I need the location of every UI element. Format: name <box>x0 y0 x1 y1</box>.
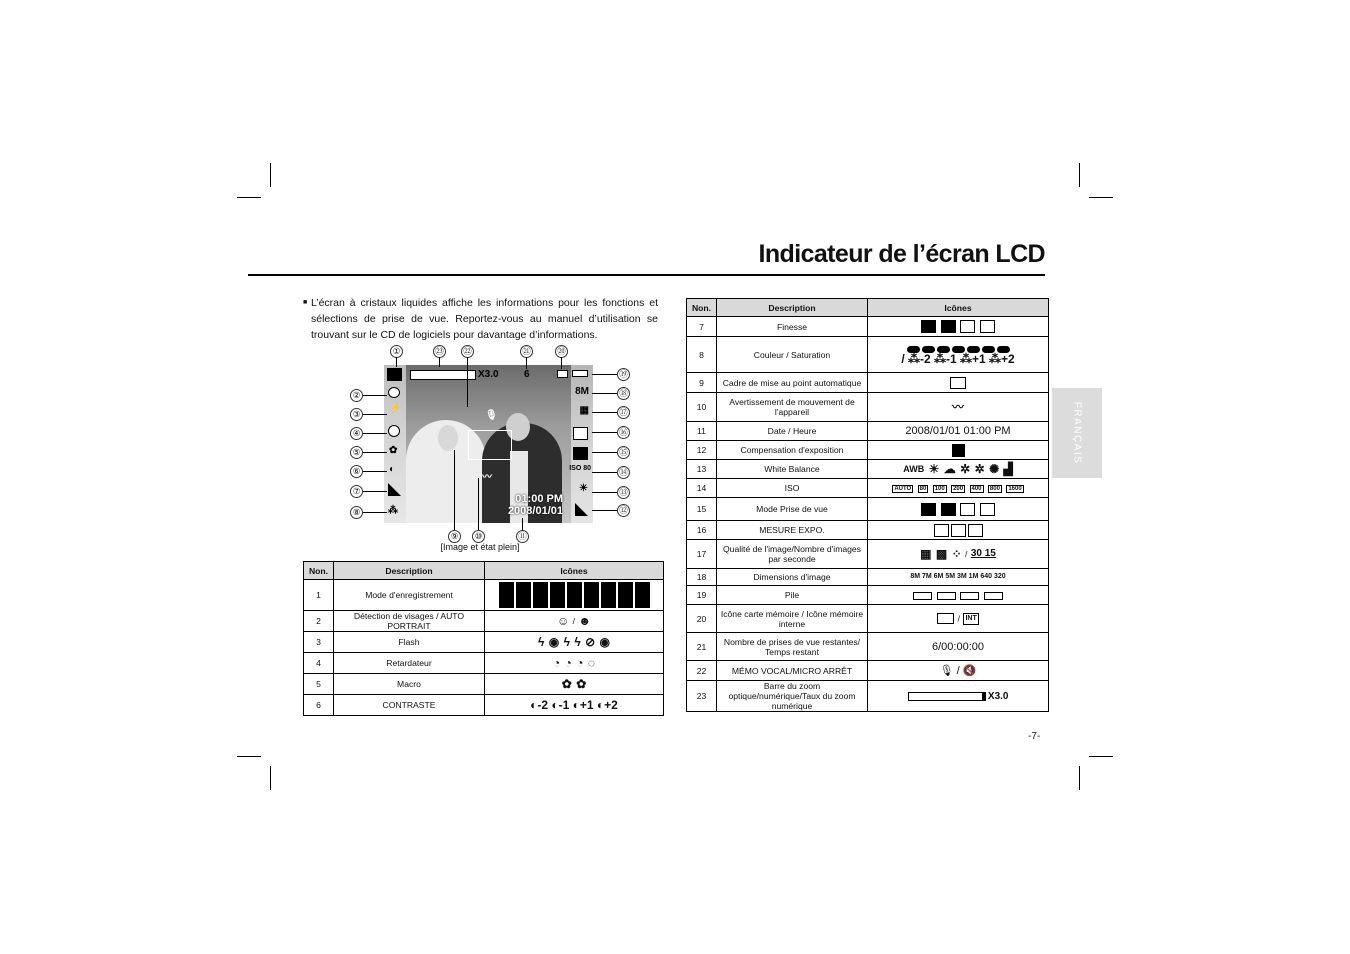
callout-13: ⑬ <box>617 486 630 499</box>
crop-mark <box>237 756 261 757</box>
lcd-self-timer-icon <box>388 425 400 437</box>
title-rule <box>248 274 1045 276</box>
table-row <box>687 441 1049 460</box>
leader-line <box>363 512 387 513</box>
row-desc: Finesse <box>717 317 868 337</box>
row-desc: MESURE EXPO. <box>717 521 868 540</box>
row-desc: MÉMO VOCAL/MICRO ARRÊT <box>717 661 868 681</box>
callout-6: ⑥ <box>350 465 363 478</box>
header-icons: Icônes <box>868 299 1049 317</box>
lcd-face-detect-icon <box>388 387 400 398</box>
callout-16: ⑯ <box>617 426 630 439</box>
callout-2: ② <box>350 389 363 402</box>
table-row <box>687 521 1049 540</box>
leader-line <box>363 471 387 472</box>
battery-low-icon <box>960 592 979 600</box>
manual-mode-icon <box>533 582 548 595</box>
language-tab-label: FRANÇAIS <box>1071 401 1083 465</box>
leader-line <box>526 357 527 369</box>
movie-mode-icon <box>635 595 650 608</box>
leader-line <box>592 510 617 511</box>
row-num: 9 <box>687 373 717 393</box>
timer-10s-icon: ◔ <box>552 656 561 671</box>
leader-line <box>592 452 617 453</box>
leader-line <box>592 472 617 473</box>
iso-200-icon: 200 <box>953 485 964 492</box>
lcd-drive-mode-icon <box>573 447 588 460</box>
recording-mode-icons <box>485 580 664 611</box>
callout-20: ⑳ <box>555 345 568 358</box>
exposure-comp-icon <box>952 444 965 457</box>
lcd-exposure-comp-icon <box>575 503 588 516</box>
beach-snow-icon <box>618 595 633 608</box>
callout-5: ⑤ <box>350 446 363 459</box>
flash-icons <box>485 632 664 653</box>
lcd-memory-card-icon <box>557 370 568 378</box>
table-row <box>687 498 1049 521</box>
row-num: 6 <box>304 695 334 716</box>
row-desc: Compensation d'exposition <box>717 441 868 460</box>
row-num: 15 <box>687 498 717 521</box>
lcd-iso-icon: ISO 80 <box>569 465 591 472</box>
leader-line <box>363 414 387 415</box>
crop-mark <box>1079 163 1080 187</box>
lcd-autofocus-frame <box>468 430 512 460</box>
header-desc: Description <box>334 562 485 580</box>
table-row <box>304 611 664 632</box>
backlight-mode-icon <box>584 595 599 608</box>
battery-full-icon <box>913 592 932 600</box>
lcd-zoom-value: X3.0 <box>478 369 499 380</box>
lcd-flash-icon: ⚡ <box>389 403 402 414</box>
leader-line <box>363 452 387 453</box>
table-row <box>304 632 664 653</box>
header-num: Non. <box>304 562 334 580</box>
row-desc: Icône carte mémoire / Icône mémoire interne <box>717 605 868 633</box>
lcd-white-balance-icon: ☀ <box>579 483 588 494</box>
flash-auto-icon: ϟ <box>537 635 545 650</box>
language-tab <box>1052 388 1102 478</box>
lcd-resolution-icon: 8M <box>575 386 589 397</box>
crop-mark <box>1089 756 1113 757</box>
leader-line <box>522 518 523 530</box>
table-row <box>687 479 1049 498</box>
table-header-row <box>687 299 1049 317</box>
table-row <box>304 695 664 716</box>
quality-icons: ▦ ▩ ⁘ / 30 15 <box>868 540 1049 569</box>
leader-line <box>363 491 387 492</box>
scene-mode-icon <box>601 582 616 595</box>
callout-7: ⑦ <box>350 485 363 498</box>
macro-icon: ✿ <box>576 677 587 692</box>
row-desc: Dimensions d'image <box>717 569 868 586</box>
row-desc: Macro <box>334 674 485 695</box>
image-caption: [Image et état plein] <box>440 542 520 552</box>
table-row <box>687 393 1049 422</box>
drive-mode-icons <box>868 498 1049 521</box>
table-row <box>687 605 1049 633</box>
lcd-metering-icon <box>573 427 588 440</box>
daylight-icon: ☀ <box>928 462 940 477</box>
page-title: Indicateur de l’écran LCD <box>758 240 1045 268</box>
row-desc: Retardateur <box>334 653 485 674</box>
leader-line <box>467 357 468 407</box>
lcd-battery-icon <box>572 370 588 377</box>
callout-4: ④ <box>350 427 363 440</box>
multi-metering-icon <box>934 524 949 537</box>
bullet-icon: ■ <box>303 299 308 306</box>
icon-table-right <box>686 298 1049 712</box>
table-row <box>687 460 1049 479</box>
slow-sync-icon: ϟ <box>574 635 581 650</box>
leader-line <box>439 357 440 367</box>
fluorescent-h-icon: ✲ <box>960 462 971 477</box>
auto-macro-icon: ✿ <box>561 677 572 692</box>
exposure-comp-icons <box>868 441 1049 460</box>
dawn-mode-icon <box>567 595 582 608</box>
row-desc: White Balance <box>717 460 868 479</box>
soft-plus-icon <box>921 320 936 333</box>
row-desc: ISO <box>717 479 868 498</box>
flash-off-icon: ⊘ <box>585 635 596 650</box>
row-num: 10 <box>687 393 717 422</box>
table-row <box>687 422 1049 441</box>
table-row <box>687 569 1049 586</box>
tungsten-icon: ✺ <box>989 462 1000 477</box>
iso-800-icon: 800 <box>989 485 1000 492</box>
lcd-color-icon: ⁂ <box>388 505 398 516</box>
self-timer-icons <box>485 653 664 674</box>
table-header-row <box>304 562 664 580</box>
row-num: 11 <box>687 422 717 441</box>
aeb-icon <box>960 503 975 516</box>
lcd-date: 2008/01/01 <box>507 505 563 517</box>
header-desc: Description <box>717 299 868 317</box>
face-detect-icon: ☺ <box>556 614 570 629</box>
row-num: 12 <box>687 441 717 460</box>
dis-mode-icon <box>550 582 565 595</box>
white-balance-icons <box>868 460 1049 479</box>
callout-23: ㉓ <box>433 345 446 358</box>
crop-mark <box>1089 197 1113 198</box>
row-desc: Pile <box>717 586 868 605</box>
single-shot-icon <box>921 503 936 516</box>
zoom-bar-icon <box>908 692 986 701</box>
row-num: 23 <box>687 681 717 712</box>
table-row <box>687 373 1049 393</box>
lcd-time: 01:00 PM <box>515 493 563 505</box>
crop-mark <box>1079 766 1080 790</box>
row-desc: Barre du zoom optique/numérique/Taux du zoom numérique <box>717 681 868 712</box>
face-detection-icons: ☺ / ☻ <box>485 611 664 632</box>
fine-icon: ▩ <box>935 547 948 562</box>
row-num: 21 <box>687 633 717 661</box>
crop-mark <box>270 766 271 790</box>
saturation-values: / ⁂-2 ⁂-1 ⁂+1 ⁂+2 <box>901 352 1015 366</box>
custom-wb-icon: ▟ <box>1003 462 1013 477</box>
callout-15: ⑮ <box>617 446 630 459</box>
normal-icon: ⁘ <box>951 547 962 562</box>
lcd-macro-icon: ✿ <box>389 445 398 456</box>
date-time-value: 2008/01/01 01:00 PM <box>868 422 1049 441</box>
header-num: Non. <box>687 299 717 317</box>
table-row <box>687 586 1049 605</box>
row-num: 19 <box>687 586 717 605</box>
row-desc: Qualité de l'image/Nombre d'images par seconde <box>717 540 868 569</box>
sunset-mode-icon <box>550 595 565 608</box>
row-num: 22 <box>687 661 717 681</box>
red-eye-icon: ◉ <box>548 635 560 650</box>
callout-21: ㉑ <box>520 345 533 358</box>
iso-100-icon: 100 <box>934 485 945 492</box>
children-mode-icon <box>635 582 650 595</box>
callout-9: ⑨ <box>448 530 461 543</box>
memory-card-icon <box>937 613 954 624</box>
portrait-mode-icon <box>584 582 599 595</box>
row-num: 18 <box>687 569 717 586</box>
color-saturation-icons <box>868 337 1049 373</box>
lcd-quality-icon: ▦ <box>579 405 589 416</box>
row-desc: Mode d'enregistrement <box>334 580 485 611</box>
row-desc: Flash <box>334 632 485 653</box>
leader-line <box>592 374 617 375</box>
lcd-contrast-icon: ◐ <box>389 464 396 475</box>
table-row <box>304 653 664 674</box>
zoom-ratio: X3.0 <box>987 690 1009 702</box>
sharpness-icons <box>868 317 1049 337</box>
callout-1: ① <box>390 345 403 358</box>
leader-line <box>561 357 562 369</box>
zoom-bar-icons <box>868 681 1049 712</box>
night-mode-icon <box>618 582 633 595</box>
callout-3: ③ <box>350 408 363 421</box>
battery-icons <box>868 586 1049 605</box>
row-num: 16 <box>687 521 717 540</box>
lcd-recording-mode-icon <box>387 368 402 381</box>
iso-icons <box>868 479 1049 498</box>
metering-icons <box>868 521 1049 540</box>
row-desc: Date / Heure <box>717 422 868 441</box>
page-number: -7- <box>1028 731 1041 742</box>
table-row <box>687 681 1049 712</box>
camera-shake-icon: 〰 <box>951 400 964 415</box>
row-num: 7 <box>687 317 717 337</box>
leader-line <box>454 450 455 530</box>
normal-sharp-icon <box>960 320 975 333</box>
leader-line <box>592 393 617 394</box>
motion-capture-icon <box>980 503 995 516</box>
timer-2s-icon: ◔ <box>564 656 572 671</box>
image-size-icons: 8M 7M 6M 5M 3M 1M 640 320 <box>868 569 1049 586</box>
iso-400-icon: 400 <box>971 485 982 492</box>
leader-line <box>592 412 617 413</box>
callout-12: ⑫ <box>617 504 630 517</box>
af-frame-icon <box>950 377 966 389</box>
landscape-mode-icon <box>499 595 514 608</box>
callout-17: ⑰ <box>617 406 630 419</box>
voice-memo-icons: 🎙 / 🔇 <box>868 661 1049 681</box>
lcd-voice-memo-icon: 🎙 <box>485 410 498 421</box>
fill-flash-icon: ϟ <box>563 635 570 650</box>
row-desc: CONTRASTE <box>334 695 485 716</box>
shake-warning-icons <box>868 393 1049 422</box>
crop-mark <box>237 197 261 198</box>
leader-line <box>592 432 617 433</box>
leader-line <box>592 492 617 493</box>
icon-table-left <box>303 561 664 716</box>
table-row <box>687 337 1049 373</box>
soft-icon <box>941 320 956 333</box>
vivid-icon <box>980 320 995 333</box>
intro-paragraph <box>303 295 658 343</box>
row-num: 5 <box>304 674 334 695</box>
table-row <box>687 661 1049 681</box>
frame-rate-icons: 30 15 <box>970 548 996 560</box>
lcd-shake-warning-icon: 〰 <box>482 472 492 483</box>
lcd-screen-illustration <box>384 365 593 523</box>
shots-remaining-value: 6/00:00:00 <box>868 633 1049 661</box>
row-num: 2 <box>304 611 334 632</box>
row-num: 13 <box>687 460 717 479</box>
text-mode-icon <box>533 595 548 608</box>
leader-line <box>363 395 387 396</box>
row-num: 4 <box>304 653 334 674</box>
contrast-icons: ◐-2 ◐-1 ◐+1 ◐+2 <box>485 695 664 716</box>
table-row <box>687 317 1049 337</box>
row-num: 1 <box>304 580 334 611</box>
table-row <box>304 580 664 611</box>
firework-mode-icon <box>601 595 616 608</box>
iso-auto-icon: AUTO <box>894 485 912 492</box>
lcd-shots-remaining: 6 <box>524 369 530 380</box>
battery-empty-icon <box>984 592 1003 600</box>
row-num: 17 <box>687 540 717 569</box>
battery-medium-icon <box>937 592 956 600</box>
spot-metering-icon <box>951 524 966 537</box>
self-portrait-icon: ☻ <box>578 614 592 629</box>
crop-mark <box>270 163 271 187</box>
header-icons: Icônes <box>485 562 664 580</box>
table-row <box>687 633 1049 661</box>
callout-22: ㉒ <box>461 345 474 358</box>
row-desc: Détection de visages / AUTO PORTRAIT <box>334 611 485 632</box>
row-desc: Couleur / Saturation <box>717 337 868 373</box>
row-desc: Cadre de mise au point automatique <box>717 373 868 393</box>
row-desc: Mode Prise de vue <box>717 498 868 521</box>
row-num: 3 <box>304 632 334 653</box>
cloudy-icon: ☁ <box>943 462 956 477</box>
callout-8: ⑧ <box>350 506 363 519</box>
awb-icon: AWB <box>903 464 925 475</box>
row-num: 14 <box>687 479 717 498</box>
continuous-icon <box>941 503 956 516</box>
iso-80-icon: 80 <box>919 485 927 492</box>
callout-19: ⑲ <box>617 368 630 381</box>
callout-11: ⑪ <box>516 530 529 543</box>
fluorescent-l-icon: ✲ <box>974 462 985 477</box>
leader-line <box>396 357 397 367</box>
lcd-date-time <box>508 493 563 517</box>
af-frame-icons <box>868 373 1049 393</box>
table-row <box>687 540 1049 569</box>
close-up-icon <box>516 595 531 608</box>
callout-14: ⑭ <box>617 466 630 479</box>
double-timer-icon: ◔ <box>576 656 584 671</box>
table-row <box>304 674 664 695</box>
row-desc: Avertissement de mouvement de l'appareil <box>717 393 868 422</box>
lcd-sharpness-icon <box>388 483 401 496</box>
program-mode-icon <box>516 582 531 595</box>
motion-timer-icon: ◌ <box>587 656 596 671</box>
row-num: 20 <box>687 605 717 633</box>
camera-mode-icon <box>499 582 514 595</box>
row-desc: Nombre de prises de vue restantes/ Temps restant <box>717 633 868 661</box>
row-num: 8 <box>687 337 717 373</box>
macro-icons <box>485 674 664 695</box>
photo-face <box>438 425 458 451</box>
memory-icons: / INT <box>868 605 1049 633</box>
iso-1600-icon: 1600 <box>1008 485 1022 492</box>
callout-18: ⑱ <box>617 387 630 400</box>
center-metering-icon <box>968 524 983 537</box>
photo-help-icon <box>567 582 582 595</box>
red-eye-fix-icon: ◉ <box>599 635 611 650</box>
leader-line <box>363 433 387 434</box>
intro-text: L’écran à cristaux liquides affiche les informations pour les fonctions et sélections de prise de vue. Reportez-vous au manuel d’utilisation se trouvant sur le CD de logiciels pour davantage d’informations. <box>311 297 658 341</box>
leader-line <box>478 478 479 530</box>
super-fine-icon: ▦ <box>920 547 932 562</box>
internal-memory-icon: INT <box>963 613 978 625</box>
callout-10: ⑩ <box>472 530 485 543</box>
